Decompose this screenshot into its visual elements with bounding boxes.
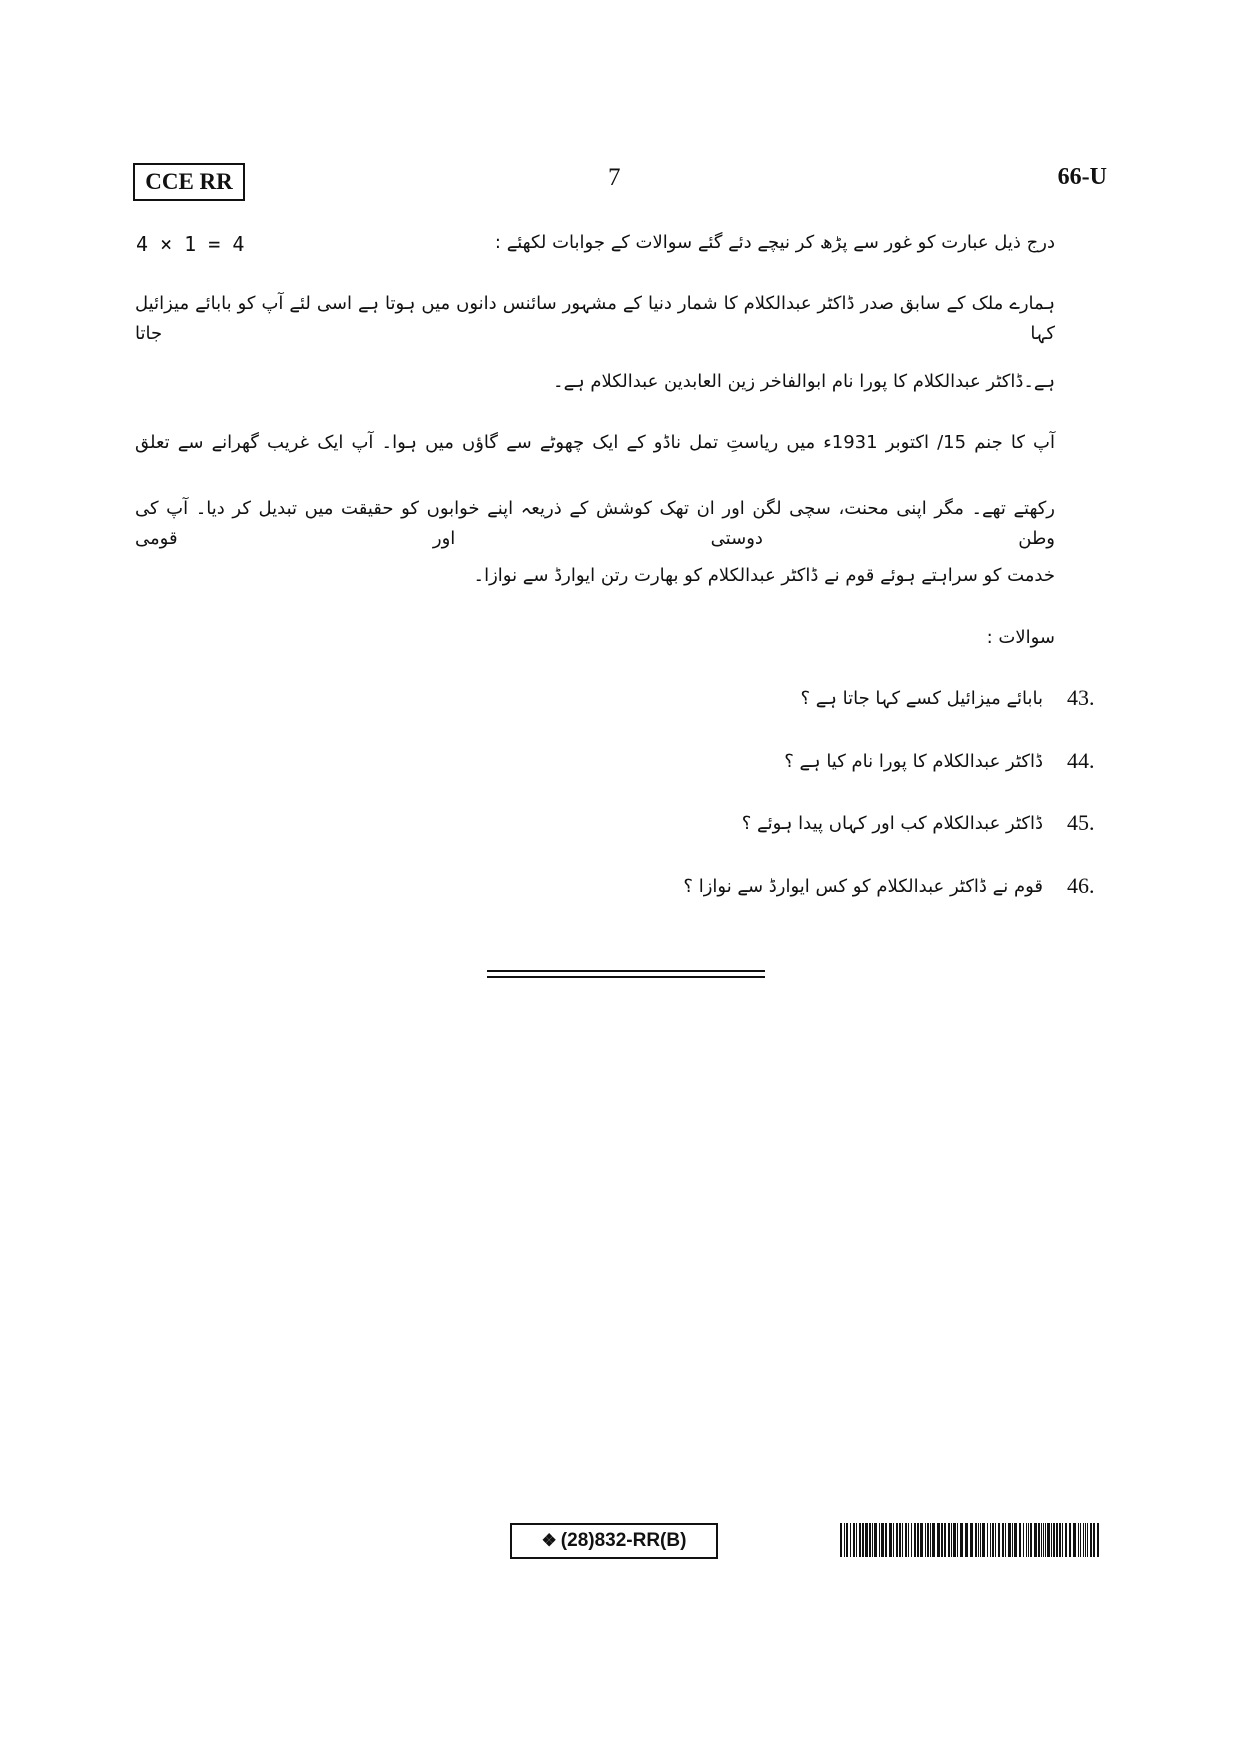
end-rule-bottom [487, 976, 765, 978]
question-item [407, 744, 1107, 778]
diamond-icon: ❖ [541, 1531, 557, 1550]
question-text: بابائے میزائیل کسے کہا جاتا ہے ؟ [800, 687, 1043, 709]
question-text: ڈاکٹر عبدالکلام کا پورا نام کیا ہے ؟ [784, 750, 1043, 772]
footer-code-box [510, 1523, 718, 1559]
question-number: 43. [1067, 685, 1095, 710]
subject-code: 66-U [1057, 164, 1107, 190]
passage-line: ہمارے ملک کے سابق صدر ڈاکٹر عبدالکلام کا شمار دنیا کے مشہور سائنس دانوں میں ہوتا ہے اسی لئے آپ کو بابائے میزائیل کہا جاتا [135, 293, 1055, 344]
page-number: 7 [608, 164, 621, 191]
question-text: ڈاکٹر عبدالکلام کب اور کہاں پیدا ہوئے ؟ [741, 812, 1043, 834]
question-item [407, 869, 1107, 903]
instruction-text: درج ذیل عبارت کو غور سے پڑھ کر نیچے دئے گئے سوالات کے جوابات لکھئے : [494, 232, 1055, 253]
question-text: قوم نے ڈاکٹر عبدالکلام کو کس ایوارڈ سے نوازا ؟ [683, 875, 1043, 897]
question-item [407, 681, 1107, 715]
passage-line: ہے۔ڈاکٹر عبدالکلام کا پورا نام ابوالفاخر زین العابدین عبدالکلام ہے۔ [553, 371, 1055, 392]
passage-line: خدمت کو سراہتے ہوئے قوم نے ڈاکٹر عبدالکلام کو بھارت رتن ایوارڈ سے نوازا۔ [473, 565, 1055, 586]
end-rule-top [487, 970, 765, 972]
marks-allocation: 4 × 1 = 4 [136, 232, 245, 256]
barcode [840, 1523, 1100, 1557]
paper-series-code: CCE RR [145, 169, 233, 194]
question-number: 45. [1067, 810, 1095, 835]
passage-line: رکھتے تھے۔ مگر اپنی محنت، سچی لگن اور ان تھک کوشش کے ذریعہ اپنے خوابوں کو حقیقت میں تبدیل کر دیا۔ آپ کی وطن دوستی اور قومی [135, 498, 1055, 549]
paper-series-box [133, 163, 245, 201]
passage-line: آپ کا جنم 15/ اکتوبر 1931ء میں ریاستِ تمل ناڈو کے ایک چھوٹے سے گاؤں میں ہوا۔ آپ ایک غریب گھرانے سے تعلق [135, 432, 1056, 453]
question-number: 46. [1067, 873, 1095, 898]
question-item [407, 806, 1107, 840]
footer-code: (28)832-RR(B) [560, 1530, 687, 1551]
question-number: 44. [1067, 748, 1095, 773]
questions-heading: سوالات : [986, 627, 1055, 648]
